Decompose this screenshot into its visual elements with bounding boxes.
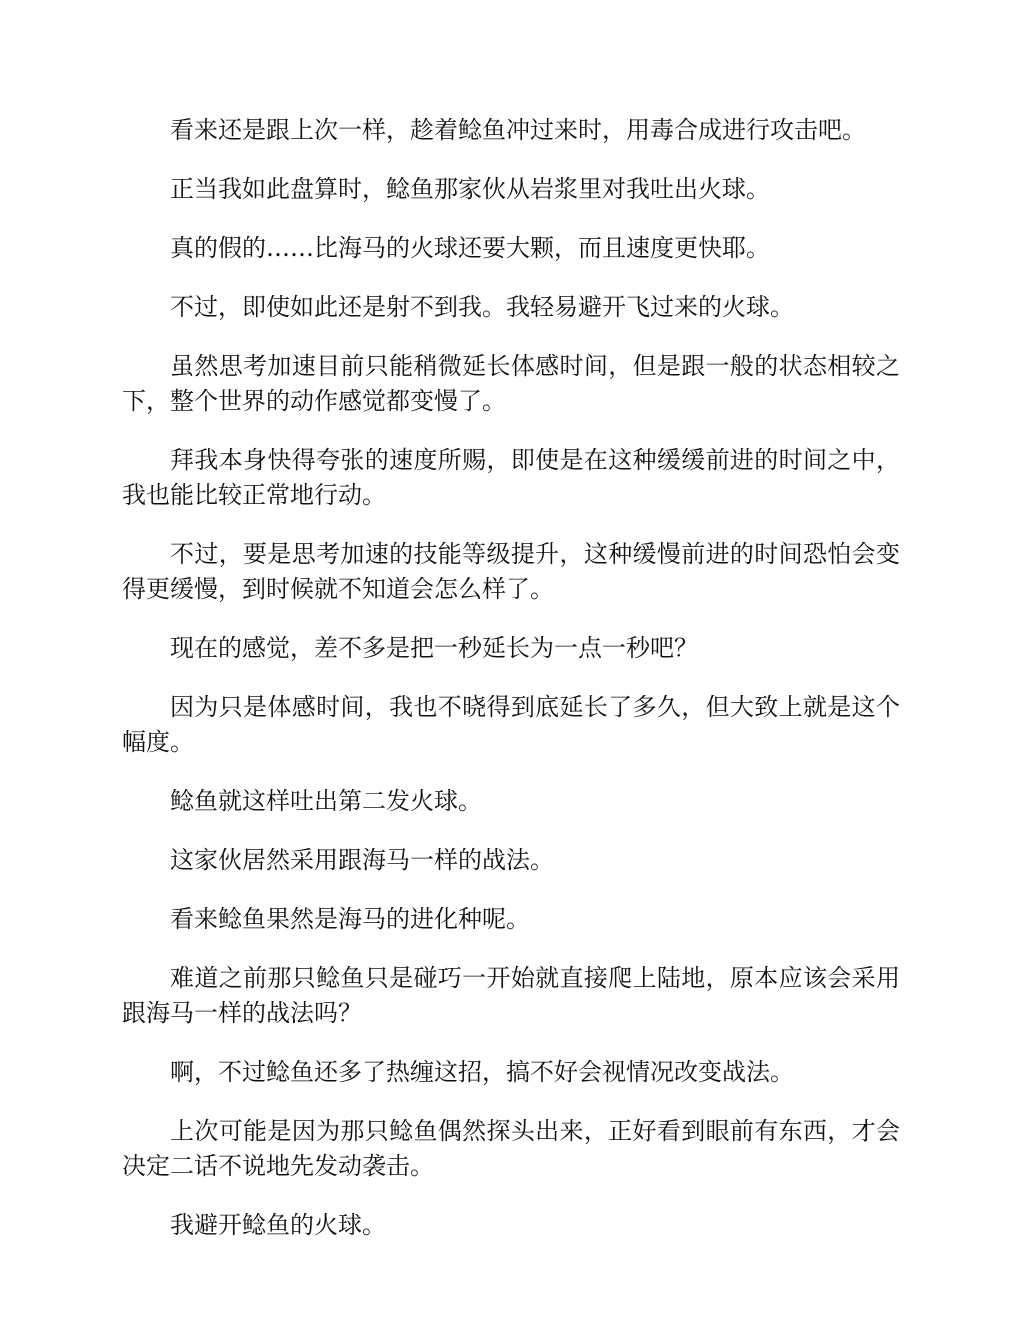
paragraph: 上次可能是因为那只鲶鱼偶然探头出来，正好看到眼前有东西，才会决定二话不说地先发动袭击。 [122,1117,900,1180]
paragraph: 鲶鱼就这样吐出第二发火球。 [170,787,482,815]
paragraph: 因为只是体感时间，我也不晓得到底延长了多久，但大致上就是这个幅度。 [122,693,900,756]
paragraph: 看来还是跟上次一样，趁着鲶鱼冲过来时，用毒合成进行攻击吧。 [170,116,866,144]
paragraph: 正当我如此盘算时，鲶鱼那家伙从岩浆里对我吐出火球。 [170,175,770,203]
paragraph: 我避开鲶鱼的火球。 [170,1211,386,1239]
text-body [122,113,900,1267]
paragraph: 虽然思考加速目前只能稍微延长体感时间，但是跟一般的状态相较之下，整个世界的动作感觉都变慢了。 [122,352,900,415]
paragraph: 不过，要是思考加速的技能等级提升，这种缓慢前进的时间恐怕会变得更缓慢，到时候就不知道会怎么样了。 [122,540,900,603]
paragraph: 啊，不过鲶鱼还多了热缠这招，搞不好会视情况改变战法。 [170,1058,794,1086]
paragraph: 真的假的……比海马的火球还要大颗，而且速度更快耶。 [170,234,770,262]
paragraph: 拜我本身快得夸张的速度所赐，即使是在这种缓缓前进的时间之中，我也能比较正常地行动。 [122,446,900,509]
paragraph: 这家伙居然采用跟海马一样的战法。 [170,846,554,874]
paragraph: 难道之前那只鲶鱼只是碰巧一开始就直接爬上陆地，原本应该会采用跟海马一样的战法吗？ [122,964,900,1027]
paragraph: 不过，即使如此还是射不到我。我轻易避开飞过来的火球。 [170,293,794,321]
paragraph: 看来鲶鱼果然是海马的进化种呢。 [170,905,530,933]
paragraph: 现在的感觉，差不多是把一秒延长为一点一秒吧？ [170,634,698,662]
